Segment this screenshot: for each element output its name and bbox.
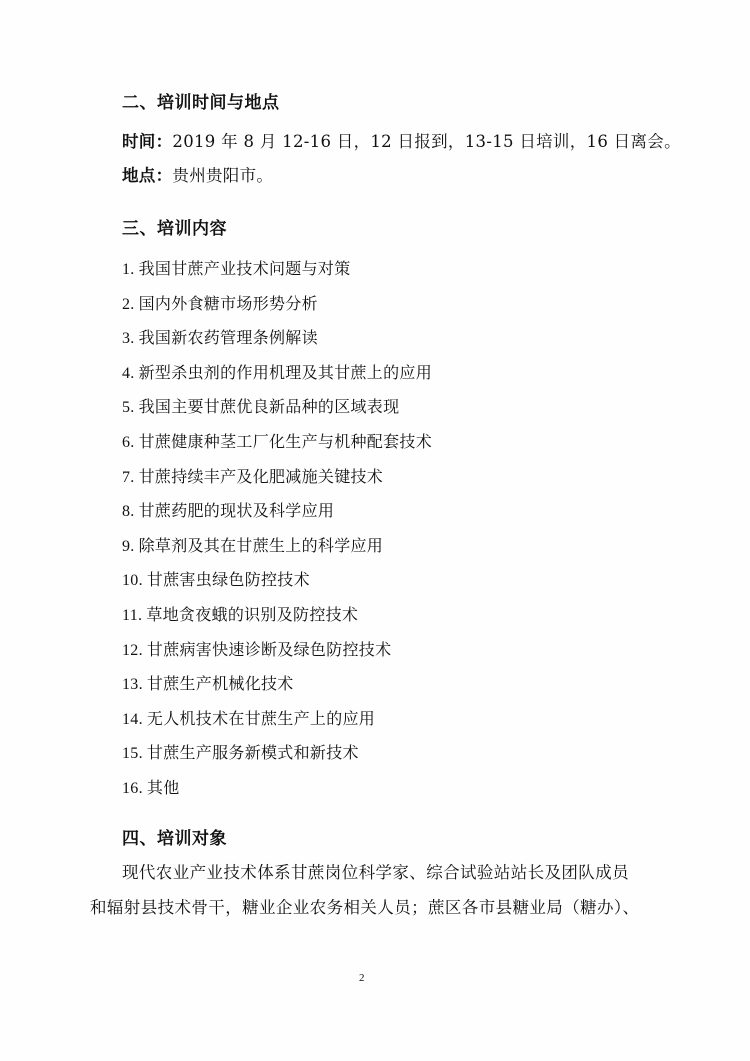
list-item: 5. 我国主要甘蔗优良新品种的区域表现: [122, 397, 400, 417]
heading-audience: 四、培训对象: [122, 829, 227, 849]
list-item: 13. 甘蔗生产机械化技术: [122, 674, 294, 694]
list-item: 6. 甘蔗健康种茎工厂化生产与机种配套技术: [122, 431, 433, 451]
place-label: 地点：: [122, 166, 173, 185]
list-item: 3. 我国新农药管理条例解读: [122, 328, 318, 348]
heading-content: 三、培训内容: [122, 219, 227, 239]
list-item: 10. 甘蔗害虫绿色防控技术: [122, 570, 310, 590]
list-item: 16. 其他: [122, 777, 180, 797]
list-item: 14. 无人机技术在甘蔗生产上的应用: [122, 708, 376, 728]
content-list: [122, 258, 432, 812]
list-item: 15. 甘蔗生产服务新模式和新技术: [122, 743, 359, 763]
audience-line-1: 现代农业产业技术体系甘蔗岗位科学家、综合试验站站长及团队成员: [122, 863, 629, 882]
list-item: 7. 甘蔗持续丰产及化肥减施关键技术: [122, 466, 384, 486]
list-item: 8. 甘蔗药肥的现状及科学应用: [122, 501, 335, 521]
audience-paragraph: [90, 855, 670, 925]
list-item: 12. 甘蔗病害快速诊断及绿色防控技术: [122, 639, 392, 659]
page-number: 2: [359, 972, 365, 984]
list-item: 4. 新型杀虫剂的作用机理及其甘蔗上的应用: [122, 362, 433, 382]
audience-line-2: 和辐射县技术骨干，糖业企业农务相关人员；蔗区各市县糖业局（糖办）、: [90, 898, 640, 917]
heading-time-place: 二、培训时间与地点: [122, 93, 280, 113]
list-item: 9. 除草剂及其在甘蔗生上的科学应用: [122, 535, 384, 555]
list-item: 2. 国内外食糖市场形势分析: [122, 293, 318, 313]
time-line: [122, 128, 681, 152]
place-value: 贵州贵阳市。: [172, 166, 274, 185]
list-item: 11. 草地贪夜蛾的识别及防控技术: [122, 604, 359, 624]
list-item: 1. 我国甘蔗产业技术问题与对策: [122, 259, 351, 278]
time-label: 时间：: [122, 132, 173, 151]
place-line: [122, 162, 273, 186]
time-value: 2019 年 8 月 12-16 日，12 日报到，13-15 日培训，16 日离会。: [172, 132, 681, 151]
